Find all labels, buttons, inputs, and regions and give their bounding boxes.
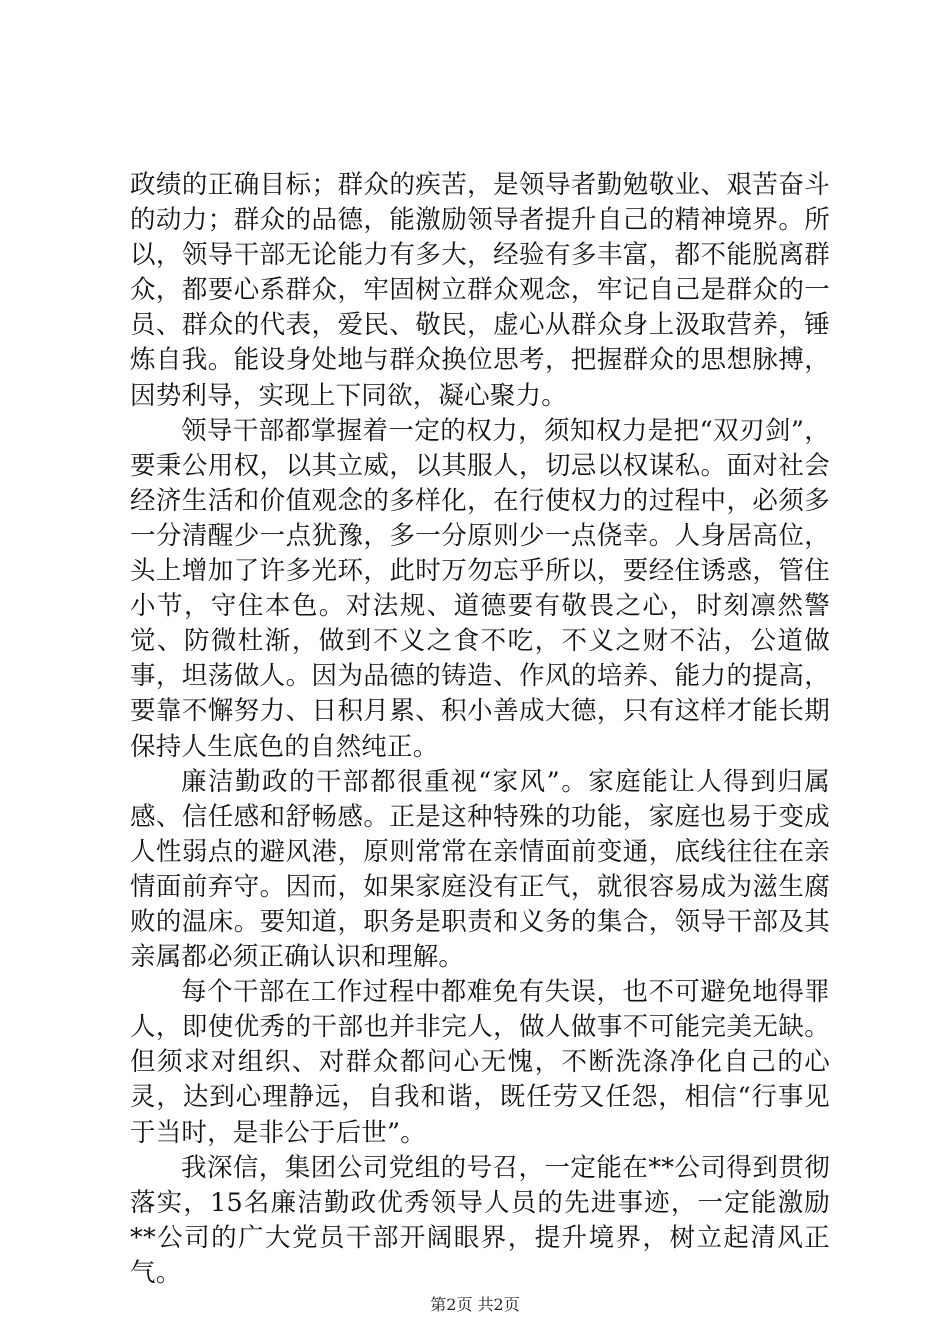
page-number-footer: 第2页 共2页 xyxy=(430,1295,520,1314)
document-body xyxy=(130,168,830,1291)
paragraph-5: 我深信，集团公司党组的号召，一定能在**公司得到贯彻落实，15名廉洁勤政优秀领导人员的先进事迹，一定能激励**公司的广大党员干部开阔眼界，提升境界，树立起清风正气。 xyxy=(130,1152,830,1288)
paragraph-2: 领导干部都掌握着一定的权力，须知权力是把“双刃剑”，要秉公用权，以其立威，以其服人，切忌以权谋私。面对社会经济生活和价值观念的多样化，在行使权力的过程中，必须多一分清醒少一点犹豫，多一分原则少一点侥幸。人身居高位，头上增加了许多光环，此时万勿忘乎所以，要经住诱惑，管住小节，守住本色。对法规、道德要有敬畏之心，时刻凛然警觉、防微杜渐，做到不义之食不吃，不义之财不沾，公道做事，坦荡做人。因为品德的铸造、作风的培养、能力的提高，要靠不懈努力、日积月累、积小善成大德，只有这样才能长期保持人生底色的自然纯正。 xyxy=(130,415,830,762)
paragraph-3: 廉洁勤政的干部都很重视“家风”。家庭能让人得到归属感、信任感和舒畅感。正是这种特殊的功能，家庭也易于变成人性弱点的避风港，原则常常在亲情面前变通，底线往往在亲情面前弃守。因而，如果家庭没有正气，就很容易成为滋生腐败的温床。要知道，职务是职责和义务的集合，领导干部及其亲属都必须正确认识和理解。 xyxy=(130,766,830,973)
paragraph-1: 政绩的正确目标；群众的疾苦，是领导者勤勉敬业、艰苦奋斗的动力；群众的品德，能激励领导者提升自己的精神境界。所以，领导干部无论能力有多大，经验有多丰富，都不能脱离群众，都要心系群众，牢固树立群众观念，牢记自己是群众的一员、群众的代表，爱民、敬民，虚心从群众身上汲取营养，锤炼自我。能设身处地与群众换位思考，把握群众的思想脉搏，因势利导，实现上下同欲，凝心聚力。 xyxy=(130,170,830,411)
paragraph-4: 每个干部在工作过程中都难免有失误，也不可避免地得罪人，即使优秀的干部也并非完人，做人做事不可能完美无缺。但须求对组织、对群众都问心无愧，不断洗涤净化自己的心灵，达到心理静远，自我和谐，既任劳又任怨，相信“行事见于当时，是非公于后世”。 xyxy=(130,977,830,1148)
